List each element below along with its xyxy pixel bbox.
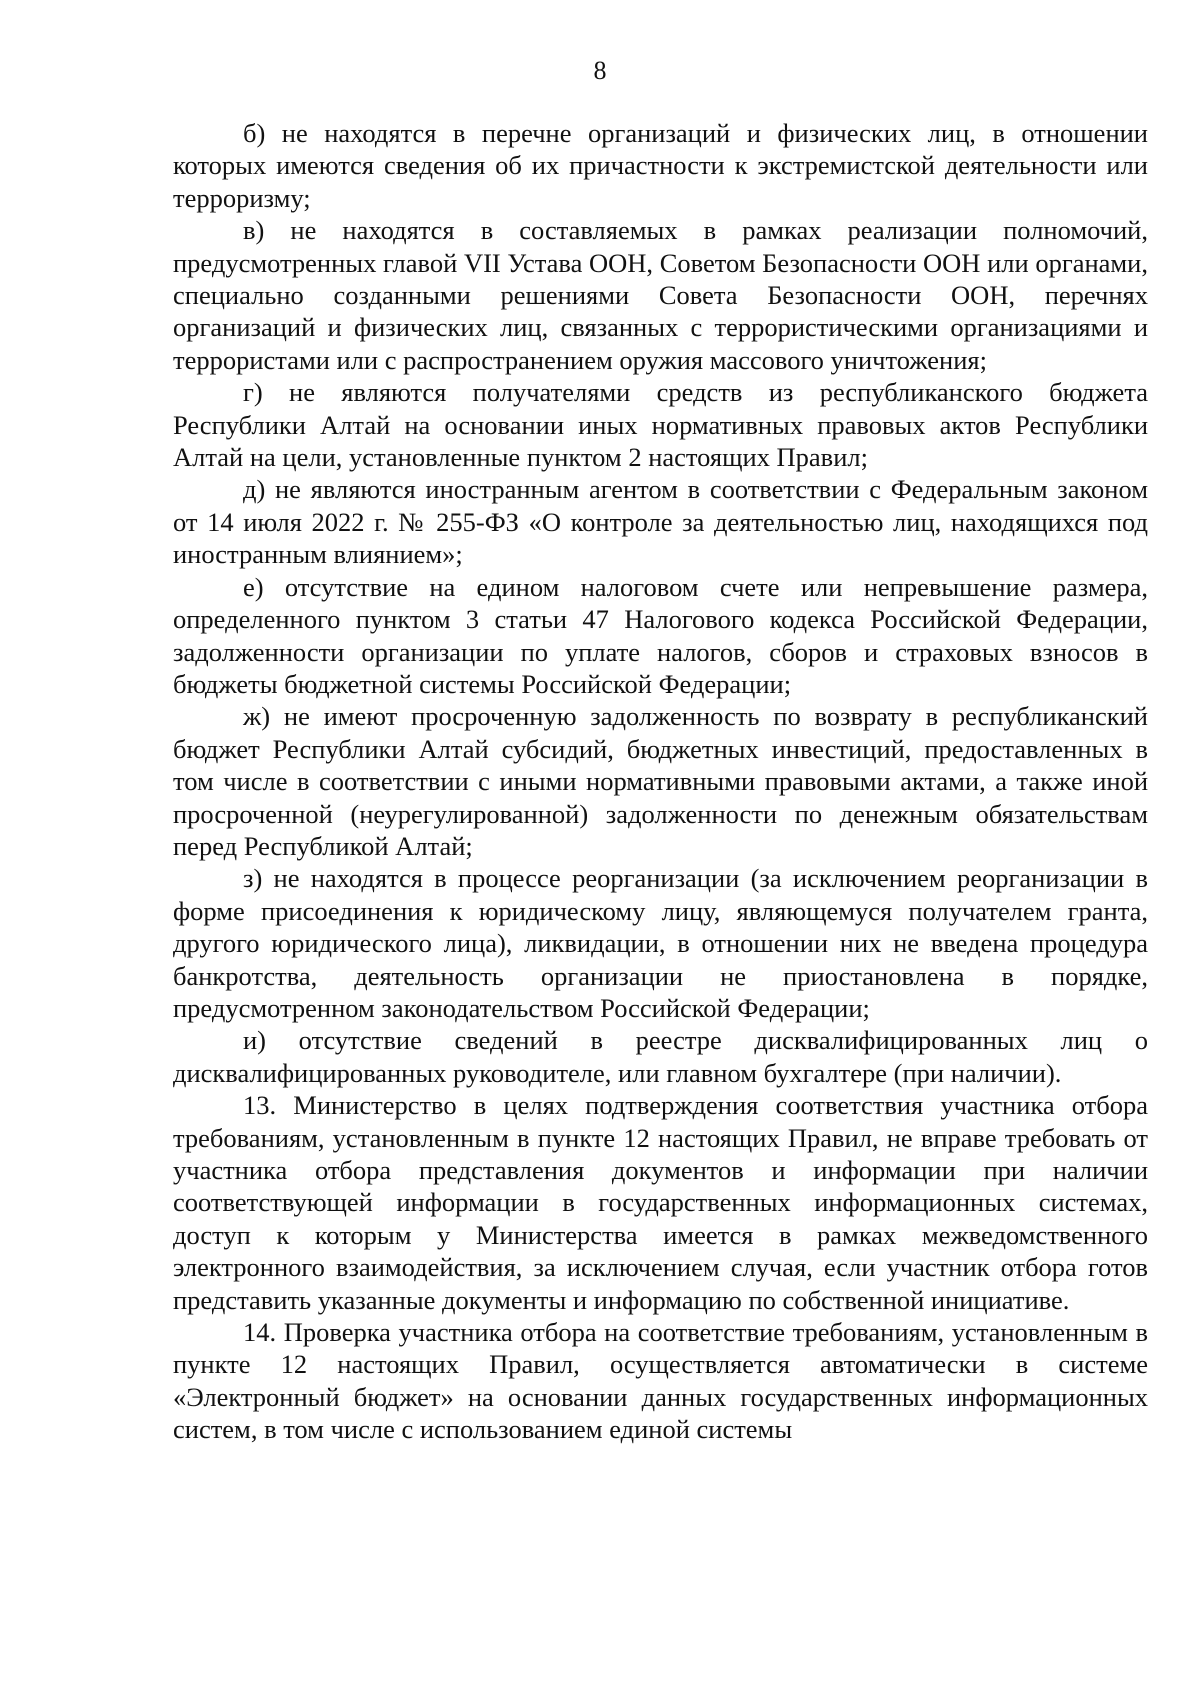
paragraph-z: з) не находятся в процессе реорганизации (за исключением реорганизации в форме присоединения к юридическому лицу, являющемуся получателем гранта, другого юридического лица), ликвидации, в отношении них не введена процедура банкротства, деятельность организации не приостановлена в порядке, предусмотренном законодательством Российской Федерации; [173,863,1148,1023]
paragraph-d: д) не являются иностранным агентом в соответствии с Федеральным законом от 14 июля 2022 г. № 255-ФЗ «О контроле за деятельностью лиц, находящихся под иностранным влиянием»; [173,474,1148,570]
paragraph-13: 13. Министерство в целях подтверждения соответствия участника отбора требованиям, установленным в пункте 12 настоящих Правил, не вправе требовать от участника отбора представления документов и информации при наличии соответствующей информации в государственных информационных системах, доступ к которым у Министерства имеется в рамках межведомственного электронного взаимодействия, за исключением случая, если участник отбора готов представить указанные документы и информацию по собственной инициативе. [173,1090,1148,1315]
paragraph-e: е) отсутствие на едином налоговом счете или непревышение размера, определенного пунктом 3 статьи 47 Налогового кодекса Российской Федерации, задолженности организации по уплате налогов, сборов и страховых взносов в бюджеты бюджетной системы Российской Федерации; [173,571,1148,699]
paragraph-b: б) не находятся в перечне организаций и физических лиц, в отношении которых имеются сведения об их причастности к экстремистской деятельности или терроризму; [173,118,1148,213]
paragraph-i: и) отсутствие сведений в реестре дисквалифицированных лиц о дисквалифицированных руководителе, или главном бухгалтере (при наличии). [173,1025,1148,1088]
paragraph-g: г) не являются получателями средств из республиканского бюджета Республики Алтай на основании иных нормативных правовых актов Республики Алтай на цели, установленные пунктом 2 настоящих Правил; [173,377,1148,473]
page-number: 8 [593,56,607,85]
paragraph-zh: ж) не имеют просроченную задолженность по возврату в республиканский бюджет Республики Алтай субсидий, бюджетных инвестиций, предоставленных в том числе в соответствии с иными нормативными правовыми актами, а также иной просроченной (неурегулированной) задолженности по денежным обязательствам перед Республикой Алтай; [173,701,1148,861]
paragraph-14: 14. Проверка участника отбора на соответствие требованиям, установленным в пункте 12 настоящих Правил, осуществляется автоматически в системе «Электронный бюджет» на основании данных государственных информационных систем, в том числе с использованием единой системы [173,1317,1148,1445]
document-body [173,117,1148,1446]
paragraph-v: в) не находятся в составляемых в рамках реализации полномочий, предусмотренных главой VII Устава ООН, Советом Безопасности ООН или органами, специально созданными решениями Совета Безопасности ООН, перечнях организаций и физических лиц, связанных с террористическими организациями и террористами или с распространением оружия массового уничтожения; [173,215,1148,375]
